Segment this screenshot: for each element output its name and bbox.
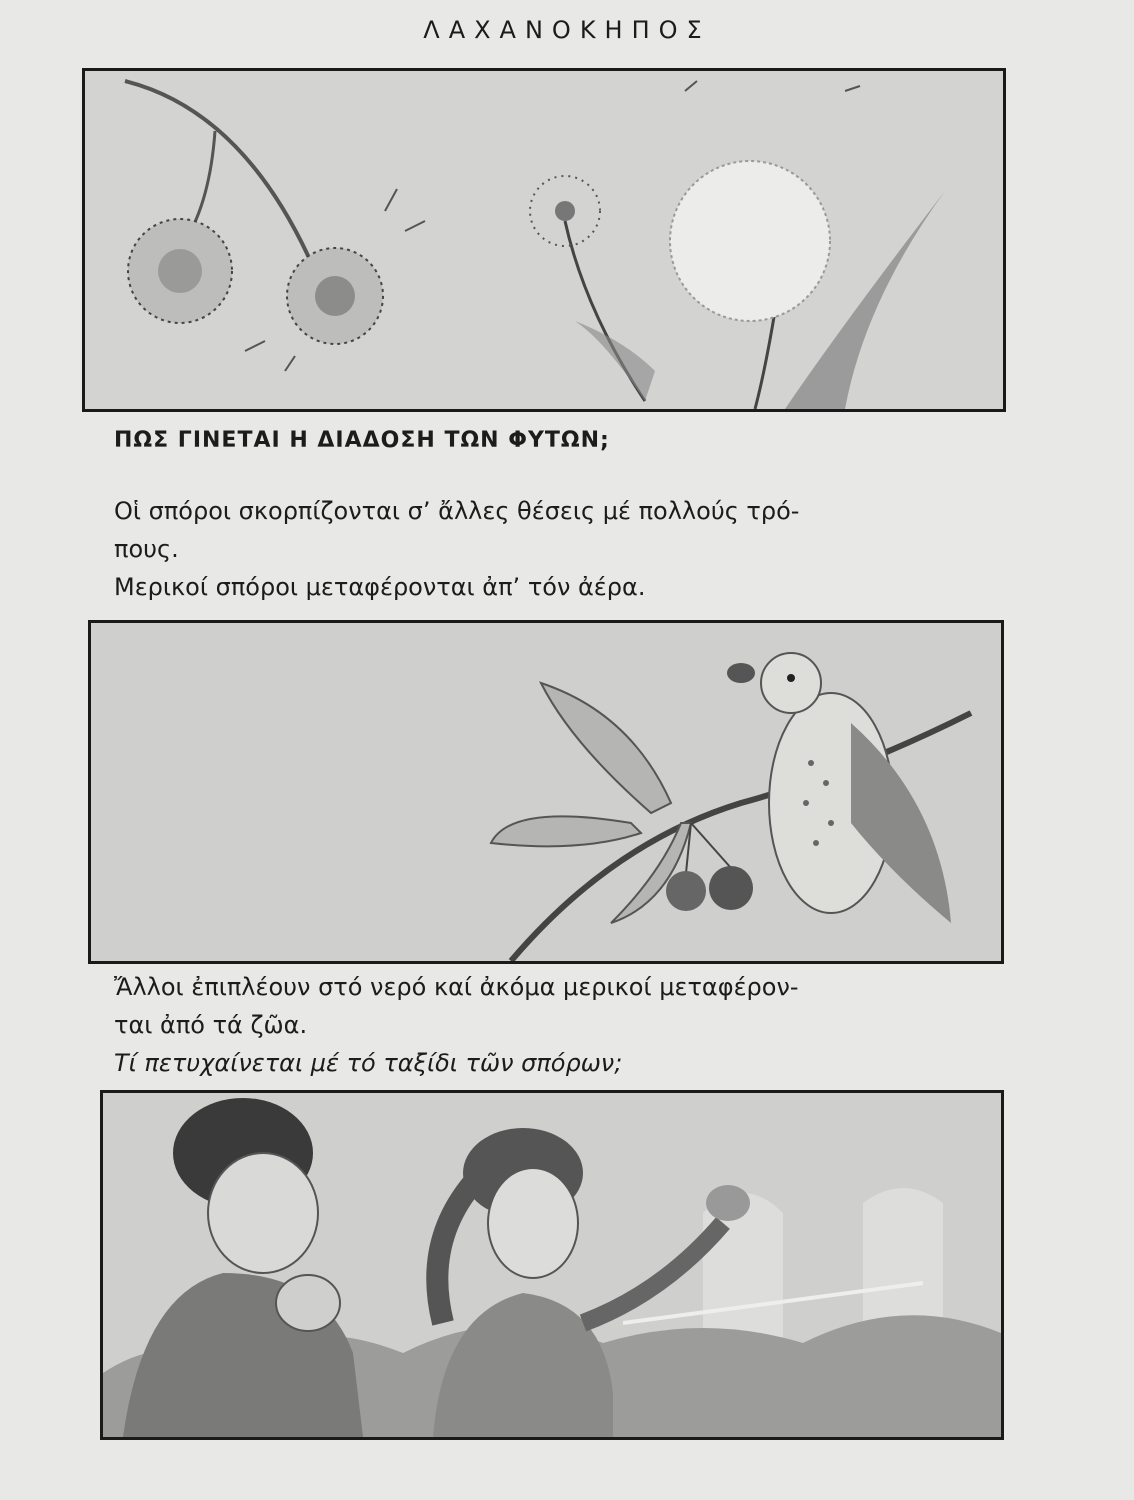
paragraph-2: Μερικοί σπόροι μεταφέρονται ἀπ’ τόν ἀέρα.	[114, 573, 646, 601]
illustration-dandelions	[82, 68, 1006, 412]
paragraph-3-line-1: Ἄλλοι ἐπιπλέουν στό νερό καί ἀκόμα μερικοί μεταφέρον-	[114, 973, 799, 1001]
dandelion-head-2	[287, 248, 383, 344]
paragraph-1-line-1: Οἱ σπόροι σκορπίζονται σ’ ἄλλες θέσεις μέ πολλούς τρό-	[114, 497, 800, 525]
paragraph-1-line-2: πους.	[114, 535, 179, 563]
illustration-children	[100, 1090, 1004, 1440]
illustration-bird	[88, 620, 1004, 964]
paragraph-3-line-2: ται ἀπό τά ζῶα.	[114, 1011, 308, 1039]
question-text: Τί πετυχαίνεται μέ τό ταξίδι τῶν σπόρων;	[114, 1049, 623, 1077]
dandelion-head-1	[128, 219, 232, 323]
section-heading: ΠΩΣ ΓΙΝΕΤΑΙ Η ΔΙΑΔΟΣΗ ΤΩΝ ΦΥΤΩΝ;	[114, 428, 610, 453]
running-head: ΛΑΧΑΝΟΚΗΠΟΣ	[423, 16, 711, 44]
dandelion-puffball	[670, 161, 830, 321]
